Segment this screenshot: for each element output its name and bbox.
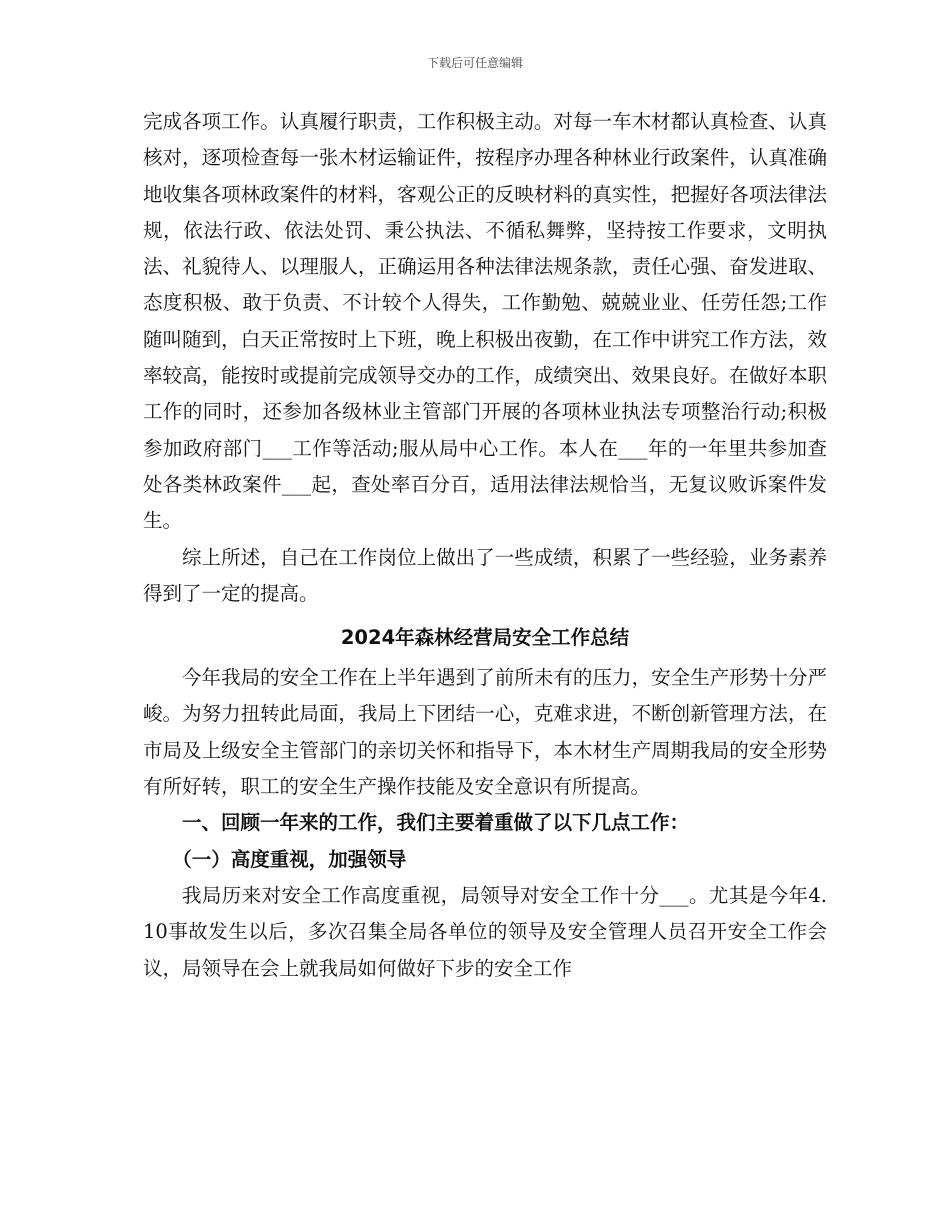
page-header: 下载后可任意编辑 bbox=[426, 56, 523, 70]
subsection-heading-leadership: （一）高度重视，加强领导 bbox=[172, 847, 407, 871]
paragraph-intro: 今年我局的安全工作在上半年遇到了前所未有的压力，安全生产形势十分严峻。为努力扭转此局面，我局上下团结一心，克难求进，不断创新管理方法，在市局及上级安全主管部门的亲切关怀和指导下，本木材生产周期我局的安全形势有所好转，职工的安全生产操作技能及安全意识有所提高。 bbox=[143, 666, 827, 799]
paragraph-leadership: 我局历来对安全工作高度重视，局领导对安全工作十分___。尤其是今年4.10事故发生以后，多次召集全局各单位的领导及安全管理人员召开安全工作会议，局领导在会上就我局如何做好下步的安全工作 bbox=[143, 883, 827, 980]
document-title: 2024年森林经营局安全工作总结 bbox=[340, 626, 630, 650]
document-body bbox=[143, 104, 827, 987]
paragraph-work-duties: 完成各项工作。认真履行职责，工作积极主动。对每一车木材都认真检查、认真核对，逐项检查每一张木材运输证件，按程序办理各种林业行政案件，认真准确地收集各项林政案件的材料，客观公正的反映材料的真实性，把握好各项法律法规，依法行政、依法处罚、秉公执法、不循私舞弊，坚持按工作要求，文明执法、礼貌待人、以理服人，正确运用各种法律法规条款，责任心强、奋发进取、态度积极、敢于负责、不计较个人得失，工作勤勉、兢兢业业、任劳任怨;工作随叫随到，白天正常按时上下班，晚上积极出夜勤，在工作中讲究工作方法，效率较高，能按时或提前完成领导交办的工作，成绩突出、效果良好。在做好本职工作的同时，还参加各级林业主管部门开展的各项林业执法专项整治行动;积极参加政府部门___工作等活动;服从局中心工作。本人在___年的一年里共参加查处各类林政案件___起，查处率百分百，适用法律法规恰当，无复议败诉案件发生。 bbox=[143, 110, 827, 533]
section-heading-review: 一、回顾一年来的工作，我们主要着重做了以下几点工作： bbox=[182, 811, 690, 835]
paragraph-summary: 综上所述，自己在工作岗位上做出了一些成绩，积累了一些经验，业务素养得到了一定的提高。 bbox=[143, 545, 827, 605]
